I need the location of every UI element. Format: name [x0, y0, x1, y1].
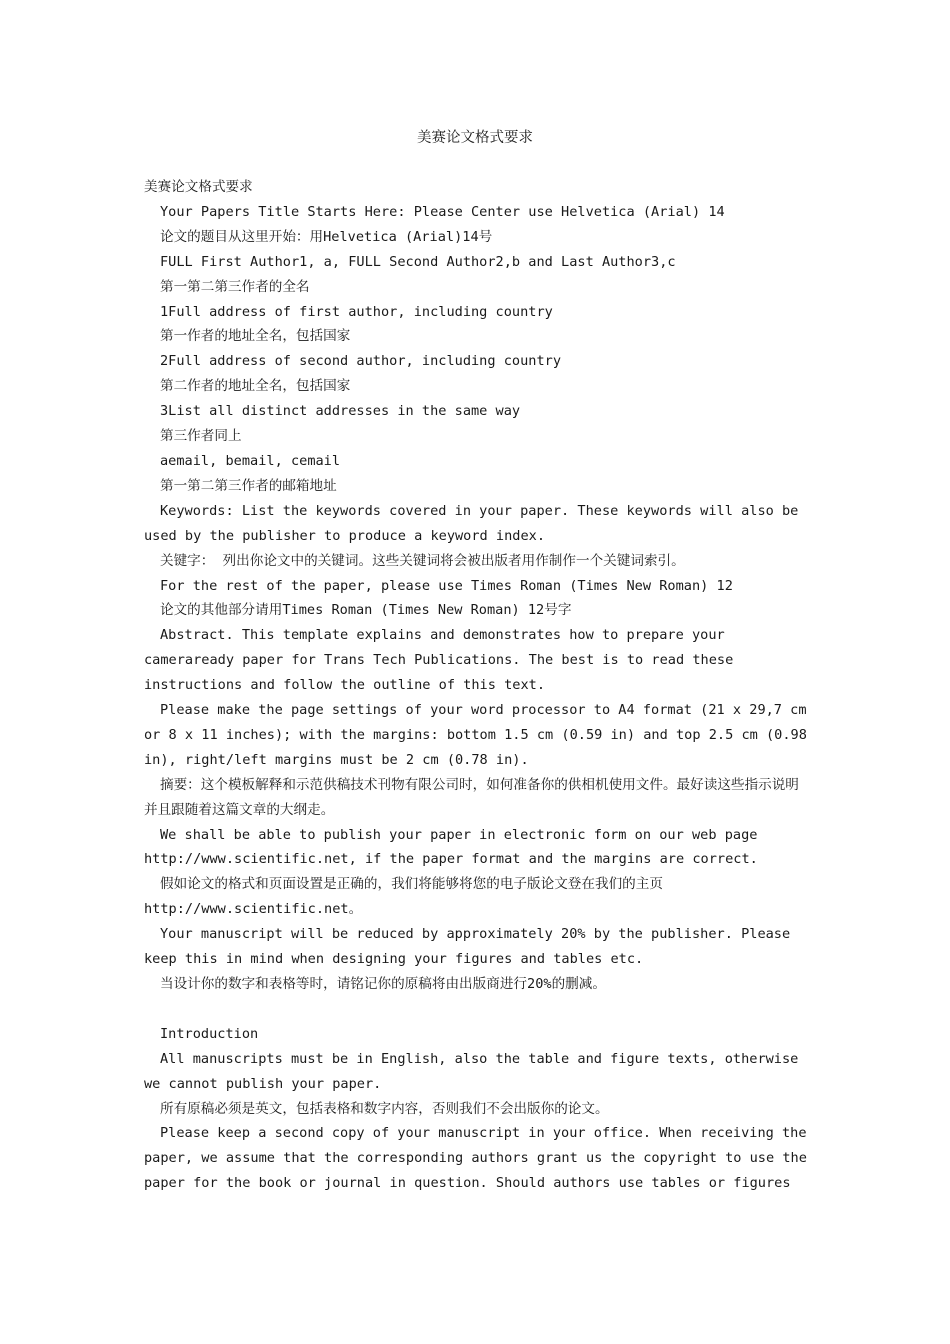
section-heading: Introduction [160, 1025, 259, 1042]
paragraph: 关键字： 列出你论文中的关键词。这些关键词将会被出版者用作制作一个关键词索引。 [160, 552, 685, 569]
paragraph: Your manuscript will be reduced by approximately 20% by the publisher. Please keep this in mind when designing your figures and tables etc. [144, 926, 791, 968]
paragraph: 所有原稿必须是英文，包括表格和数字内容，否则我们不会出版你的论文。 [160, 1100, 609, 1117]
paragraph: aemail, bemail, cemail [160, 452, 341, 469]
paragraph: 第一第二第三作者的邮箱地址 [160, 477, 337, 494]
paragraph: For the rest of the paper, please use Times Roman (Times New Roman) 12 [160, 577, 733, 594]
paragraph: FULL First Author1, a, FULL Second Author2,b and Last Author3,c [160, 253, 676, 270]
paragraph: 1Full address of first author, including country [160, 303, 553, 320]
document-title: 美赛论文格式要求 [417, 130, 533, 146]
paragraph: We shall be able to publish your paper in electronic form on our web page http://www.scientific.net, if the paper format and the margins are correct. [144, 826, 758, 868]
paragraph: 论文的题目从这里开始：用Helvetica (Arial)14号 [160, 228, 493, 245]
paragraph: All manuscripts must be in English, also the table and figure texts, otherwise we cannot publish your paper. [144, 1050, 799, 1092]
blank-line [144, 997, 808, 1022]
paragraph: 第二作者的地址全名，包括国家 [160, 378, 351, 395]
paragraph: Your Papers Title Starts Here: Please Center use Helvetica (Arial) 14 [160, 203, 725, 220]
paragraph: 论文的其他部分请用Times Roman (Times New Roman) 12号字 [160, 602, 572, 619]
paragraph: Please keep a second copy of your manuscript in your office. When receiving the paper, we assume that the corresponding authors grant us the copyright to use the paper for the book or journal in question. Should authors use tables or figures [144, 1125, 807, 1192]
paragraph: 第一作者的地址全名，包括国家 [160, 328, 351, 345]
paragraph: 3List all distinct addresses in the same way [160, 403, 521, 420]
paragraph: Abstract. This template explains and demonstrates how to prepare your cameraready paper for Trans Tech Publications. The best is to read these instructions and follow the outline of this text. [144, 627, 734, 694]
paragraph: 假如论文的格式和页面设置是正确的，我们将能够将您的电子版论文登在我们的主页http://www.scientific.net。 [144, 876, 663, 918]
document-body [144, 175, 808, 1196]
paragraph: Keywords: List the keywords covered in your paper. These keywords will also be used by the publisher to produce a keyword index. [144, 502, 799, 544]
paragraph: 当设计你的数字和表格等时，请铭记你的原稿将由出版商进行20%的删减。 [160, 976, 606, 992]
paragraph: 摘要：这个模板解释和示范供稿技术刊物有限公司时，如何准备你的供相机使用文件。最好读这些指示说明并且跟随着这篇文章的大纲走。 [144, 776, 799, 818]
paragraph: 2Full address of second author, including country [160, 353, 562, 370]
paragraph: 第一第二第三作者的全名 [160, 278, 310, 295]
section-heading: 美赛论文格式要求 [144, 179, 253, 195]
paragraph: 第三作者同上 [160, 428, 242, 445]
paragraph: Please make the page settings of your word processor to A4 format (21 x 29,7 cm or 8 x 11 inches); with the margins: bottom 1.5 cm (0.59 in) and top 2.5 cm (0.98 in), right/left margins must be 2 cm (0.78 in). [144, 702, 807, 768]
